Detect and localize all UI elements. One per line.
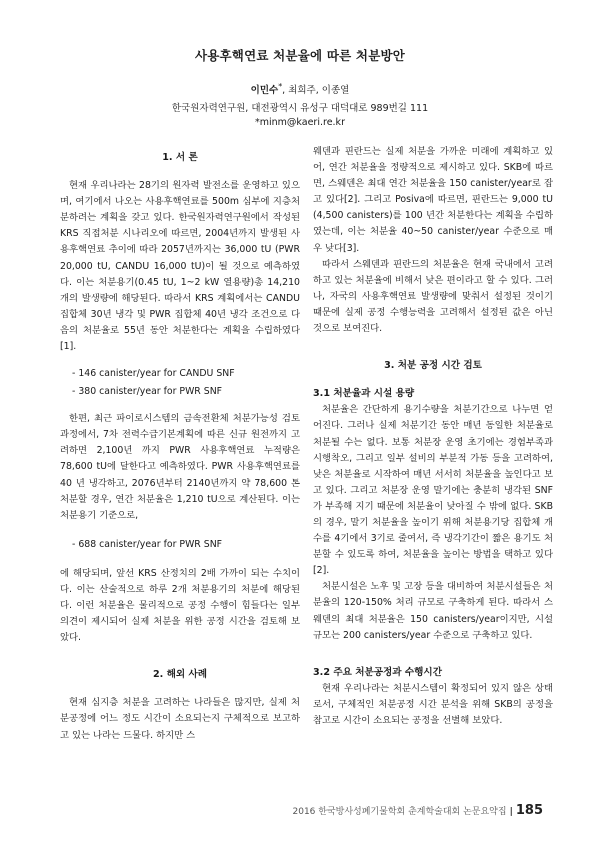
subsection-heading-main-processes: 3.2 주요 처분공정과 수행시간 [313, 666, 442, 678]
footer-separator: | [509, 807, 513, 817]
right-column [313, 144, 553, 729]
left-column [60, 144, 300, 744]
disposal-rate-list [60, 536, 300, 554]
paragraph: 처분율은 간단하게 용기수량을 처분기간으로 나누면 얻어진다. 그러나 실제 처분기간 동안 매년 동일한 처분율로 처분될 수는 없다. 보통 처분장 운영 초기에는 경험부족과 시행착오, 그리고 일부 설비의 부분적 가동 등을 고려하여, 낮은 처분율로 시작하여 매년 서서히 처분율을 높인다고 보고 있다. 그리고 처분장 운영 말기에는 충분히 냉각된 SNF가 부족해 지기 때문에 처분율이 낮아질 수 밖에 없다. SKB의 경우, 말기 처분율을 높이기 위해 처분용기당 집합체 개수를 4기에서 3기로 줄여서, 즉 냉각기간이 짧은 용기도 처분할 수 있도록 하여, 처분율을 높이는 방법을 택하고 있다[2]. [313, 404, 553, 577]
section-heading-overseas-cases: 2. 해외 사례 [152, 669, 208, 681]
paragraph: 현재 우리나라는 28기의 원자력 발전소를 운영하고 있으며, 여기에서 나오는 사용후핵연료를 500m 심부에 지층처분하려는 계획을 갖고 있다. 한국원자력연구원에서 작성된 KRS 직접처분 시나리오에 따르면, 2004년까지 발생된 사용후핵연료 추이에 따라 2057년까지는 36,000 tU (PWR 20,000 tU, CANDU 16,000 tU)이 될 것으로 예측하였다. 이는 처분용기(0.45 tU, 1~2 kW 열용량)총 14,210 개의 발생량에 해당된다. 따라서 KRS 계획에서는 CANDU 집합체 30년 냉각 및 PWR 집합체 40년 냉각 조건으로 다음의 처분율로 55년 동안 처분한다는 계획을 수립하였다[1]. [60, 180, 300, 353]
corresponding-mark: * [278, 82, 283, 91]
paragraph: 웨덴과 핀란드는 실제 처분을 가까운 미래에 계획하고 있어, 연간 처분율을 정량적으로 제시하고 있다. SKB에 따르면, 스웨덴은 최대 연간 처분율을 150 canister/year로 잡고 있다[2]. 그리고 Posiva에 따르면, 핀란드는 9,000 tU (4,500 canisters)를 100 년간 처분한다는 계획을 수립하였는데, 이는 처분율 40~50 canister/year 수준으로 매우 낮다[3]. [313, 146, 553, 254]
author-line [0, 82, 600, 96]
disposal-rate-list [60, 365, 300, 401]
list-item: - 688 canister/year for PWR SNF [72, 538, 223, 550]
paragraph: 따라서 스웨덴과 핀란드의 처분율은 현재 국내에서 고려하고 있는 처분율에 비해서 낮은 편이라고 할 수 있다. 그러나, 자국의 사용후핵연료 발생량에 맞춰서 설정된 것이기 때문에 실제 공정 수행능력을 고려해서 설정된 값은 아닌 것으로 보여진다. [313, 258, 553, 335]
paper-title: 사용후핵연료 처분율에 따른 처분방안 [194, 48, 406, 63]
list-item: - 380 canister/year for PWR SNF [72, 386, 223, 398]
paragraph: 에 해당되며, 앞선 KRS 산정치의 2배 가까이 되는 수치이다. 이는 산술적으로 하루 2개 처분용기의 처분에 해당된다. 이런 처분율은 물리적으로 공정 수행이 힘들다는 일부 의견이 제시되어 실제 처분을 위한 공정 시간을 검토해 보았다. [60, 567, 300, 644]
paragraph: 한편, 최근 파이로시스템의 금속전환체 처분가능성 검토과정에서, 7차 전력수급기본계획에 따른 신규 원전까지 고려하면 2,100년 까지 PWR 사용후핵연료 누적량은 78,600 tU에 달한다고 예측하였다. PWR 사용후핵연료를 40 년 냉각하고, 2076년부터 2140년까지 약 78,600 톤 처분할 경우, 연간 처분율은 1,210 tU으로 계산된다. 이는 처분용기 기준으로, [60, 413, 300, 521]
section-heading-process-time: 3. 처분 공정 시간 검토 [384, 360, 482, 372]
lead-author: 이민수 [250, 85, 279, 97]
paragraph: 현재 우리나라는 처분시스템이 확정되어 있지 않은 상태로서, 구체적인 처분공정 시간 분석을 위해 SKB의 공정을 참고로 시간이 소요되는 공정을 선별해 보았다. [313, 682, 553, 726]
paragraph: 처분시설은 노후 및 고장 등을 대비하여 처분시설들은 처분율의 120-150% 처리 규모로 구축하게 된다. 따라서 스웨덴의 최대 처분율은 150 canisters/year이지만, 시설 규모는 200 canisters/year 수준으로 구축하고 있다. [313, 581, 553, 641]
author-email: *minm@kaeri.re.kr [255, 117, 345, 128]
conference-name: 2016 한국방사성폐기물학회 춘계학술대회 논문요약집 [292, 807, 507, 817]
affiliation: 한국원자력연구원, 대전광역시 유성구 대덕대로 989번길 111 [171, 103, 429, 114]
list-item: - 146 canister/year for CANDU SNF [72, 368, 235, 380]
page-number: 185 [515, 803, 543, 818]
section-heading-introduction: 1. 서 론 [162, 152, 198, 163]
page-footer [293, 803, 544, 818]
subsection-heading-rate-capacity: 3.1 처분율과 시설 용량 [313, 388, 415, 400]
co-authors: , 최희주, 이종열 [282, 85, 350, 97]
paragraph: 현재 심지층 처분을 고려하는 나라들은 많지만, 실제 처분공정에 어느 정도 시간이 소요되는지 구체적으로 보고하고 있는 나라는 드물다. 하지만 스 [60, 697, 300, 741]
